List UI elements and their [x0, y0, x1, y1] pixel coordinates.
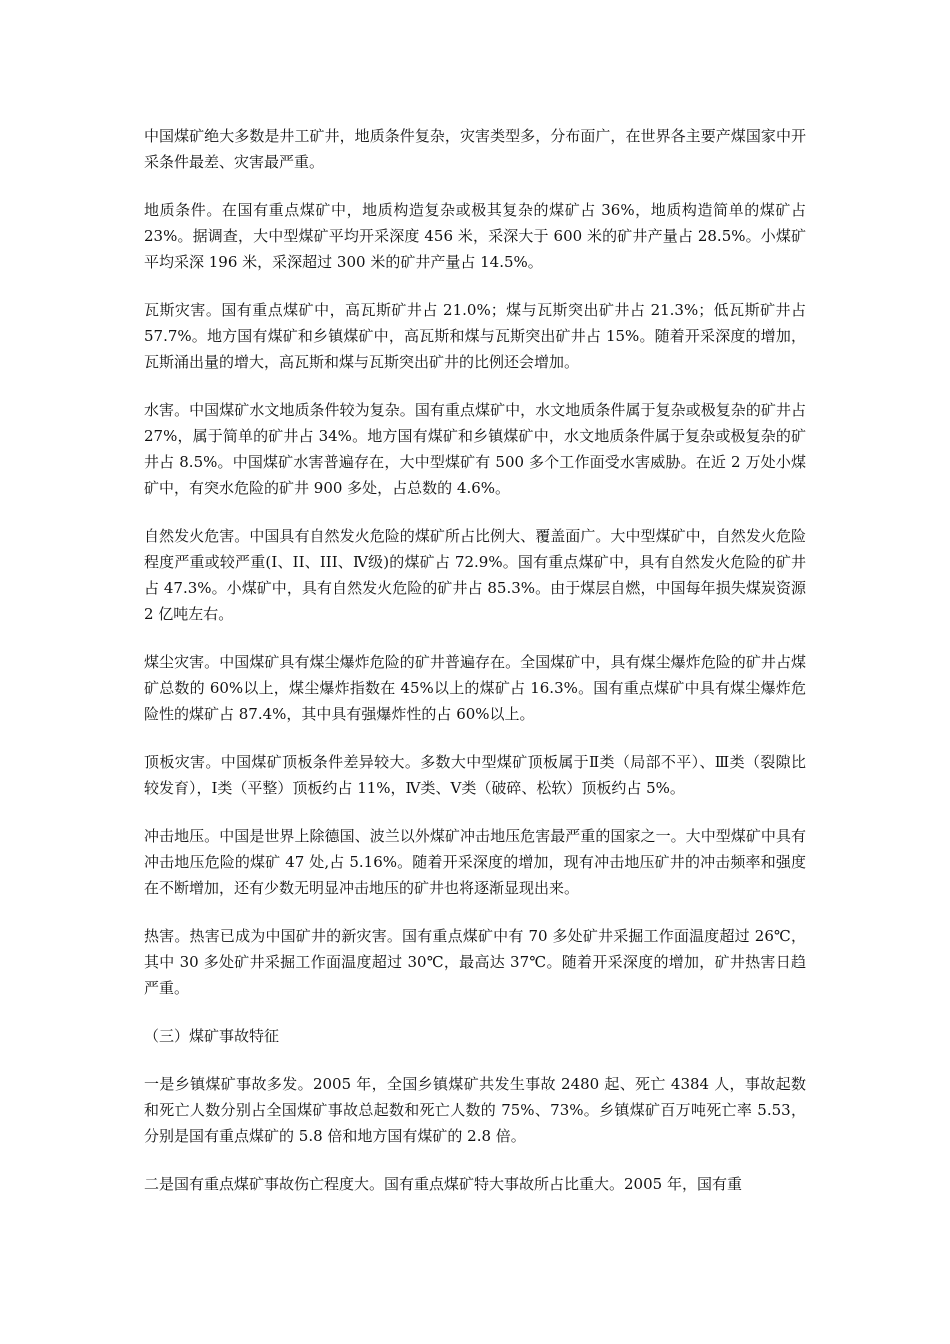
intro-paragraph: 中国煤矿绝大多数是井工矿井，地质条件复杂，灾害类型多，分布面广，在世界各主要产煤国家中开采条件最差、灾害最严重。: [144, 127, 806, 171]
spontaneous-fire-paragraph: 自然发火危害。中国具有自然发火危险的煤矿所占比例大、覆盖面广。大中型煤矿中，自然发火危险程度严重或较严重(Ⅰ、II、III、Ⅳ级)的煤矿占 72.9%。国有重点煤矿中，具有自然发火危险的矿井占 47.3%。小煤矿中，具有自然发火危险的矿井占 85.3%。由于煤层自燃，中国每年损失煤炭资源 2 亿吨左右。: [144, 527, 806, 623]
geology-paragraph: 地质条件。在国有重点煤矿中，地质构造复杂或极其复杂的煤矿占 36%，地质构造简单的煤矿占 23%。据调查，大中型煤矿平均开采深度 456 米，采深大于 600 米的矿井产量占 28.5%。小煤矿平均采深 196 米，采深超过 300 米的矿井产量占 14.5%。: [144, 201, 806, 271]
coal-dust-paragraph: 煤尘灾害。中国煤矿具有煤尘爆炸危险的矿井普遍存在。全国煤矿中，具有煤尘爆炸危险的矿井占煤矿总数的 60%以上，煤尘爆炸指数在 45%以上的煤矿占 16.3%。国有重点煤矿中具有煤尘爆炸危险性的煤矿占 87.4%，其中具有强爆炸性的占 60%以上。: [144, 653, 806, 723]
heat-hazard-paragraph: 热害。热害已成为中国矿井的新灾害。国有重点煤矿中有 70 多处矿井采掘工作面温度超过 26℃，其中 30 多处矿井采掘工作面温度超过 30℃，最高达 37℃。随着开采深度的增加，矿井热害日趋严重。: [144, 927, 806, 997]
section-heading: （三）煤矿事故特征: [144, 1027, 280, 1045]
roof-hazard-paragraph: 顶板灾害。中国煤矿顶板条件差异较大。多数大中型煤矿顶板属于Ⅱ类（局部不平）、Ⅲ类（裂隙比较发育），Ⅰ类（平整）顶板约占 11%，Ⅳ类、Ⅴ类（破碎、松软）顶板约占 5%。: [144, 753, 806, 797]
state-mines-paragraph: 二是国有重点煤矿事故伤亡程度大。国有重点煤矿特大事故所占比重大。2005 年，国有重: [144, 1175, 742, 1193]
water-hazard-paragraph: 水害。中国煤矿水文地质条件较为复杂。国有重点煤矿中，水文地质条件属于复杂或极复杂的矿井占 27%，属于简单的矿井占 34%。地方国有煤矿和乡镇煤矿中，水文地质条件属于复杂或极复杂的矿井占 8.5%。中国煤矿水害普遍存在，大中型煤矿有 500 多个工作面受水害威胁。在近 2 万处小煤矿中，有突水危险的矿井 900 多处，占总数的 4.6%。: [144, 401, 806, 497]
gas-hazard-paragraph: 瓦斯灾害。国有重点煤矿中，高瓦斯矿井占 21.0%；煤与瓦斯突出矿井占 21.3%；低瓦斯矿井占 57.7%。地方国有煤矿和乡镇煤矿中，高瓦斯和煤与瓦斯突出矿井占 15%。随着开采深度的增加，瓦斯涌出量的增大，高瓦斯和煤与瓦斯突出矿井的比例还会增加。: [144, 301, 806, 371]
document-body: [144, 123, 806, 1219]
rock-burst-paragraph: 冲击地压。中国是世界上除德国、波兰以外煤矿冲击地压危害最严重的国家之一。大中型煤矿中具有冲击地压危险的煤矿 47 处,占 5.16%。随着开采深度的增加，现有冲击地压矿井的冲击频率和强度在不断增加，还有少数无明显冲击地压的矿井也将逐渐显现出来。: [144, 827, 806, 897]
township-mines-paragraph: 一是乡镇煤矿事故多发。2005 年，全国乡镇煤矿共发生事故 2480 起、死亡 4384 人，事故起数和死亡人数分别占全国煤矿事故总起数和死亡人数的 75%、73%。乡镇煤矿百万吨死亡率 5.53，分别是国有重点煤矿的 5.8 倍和地方国有煤矿的 2.8 倍。: [144, 1075, 806, 1145]
